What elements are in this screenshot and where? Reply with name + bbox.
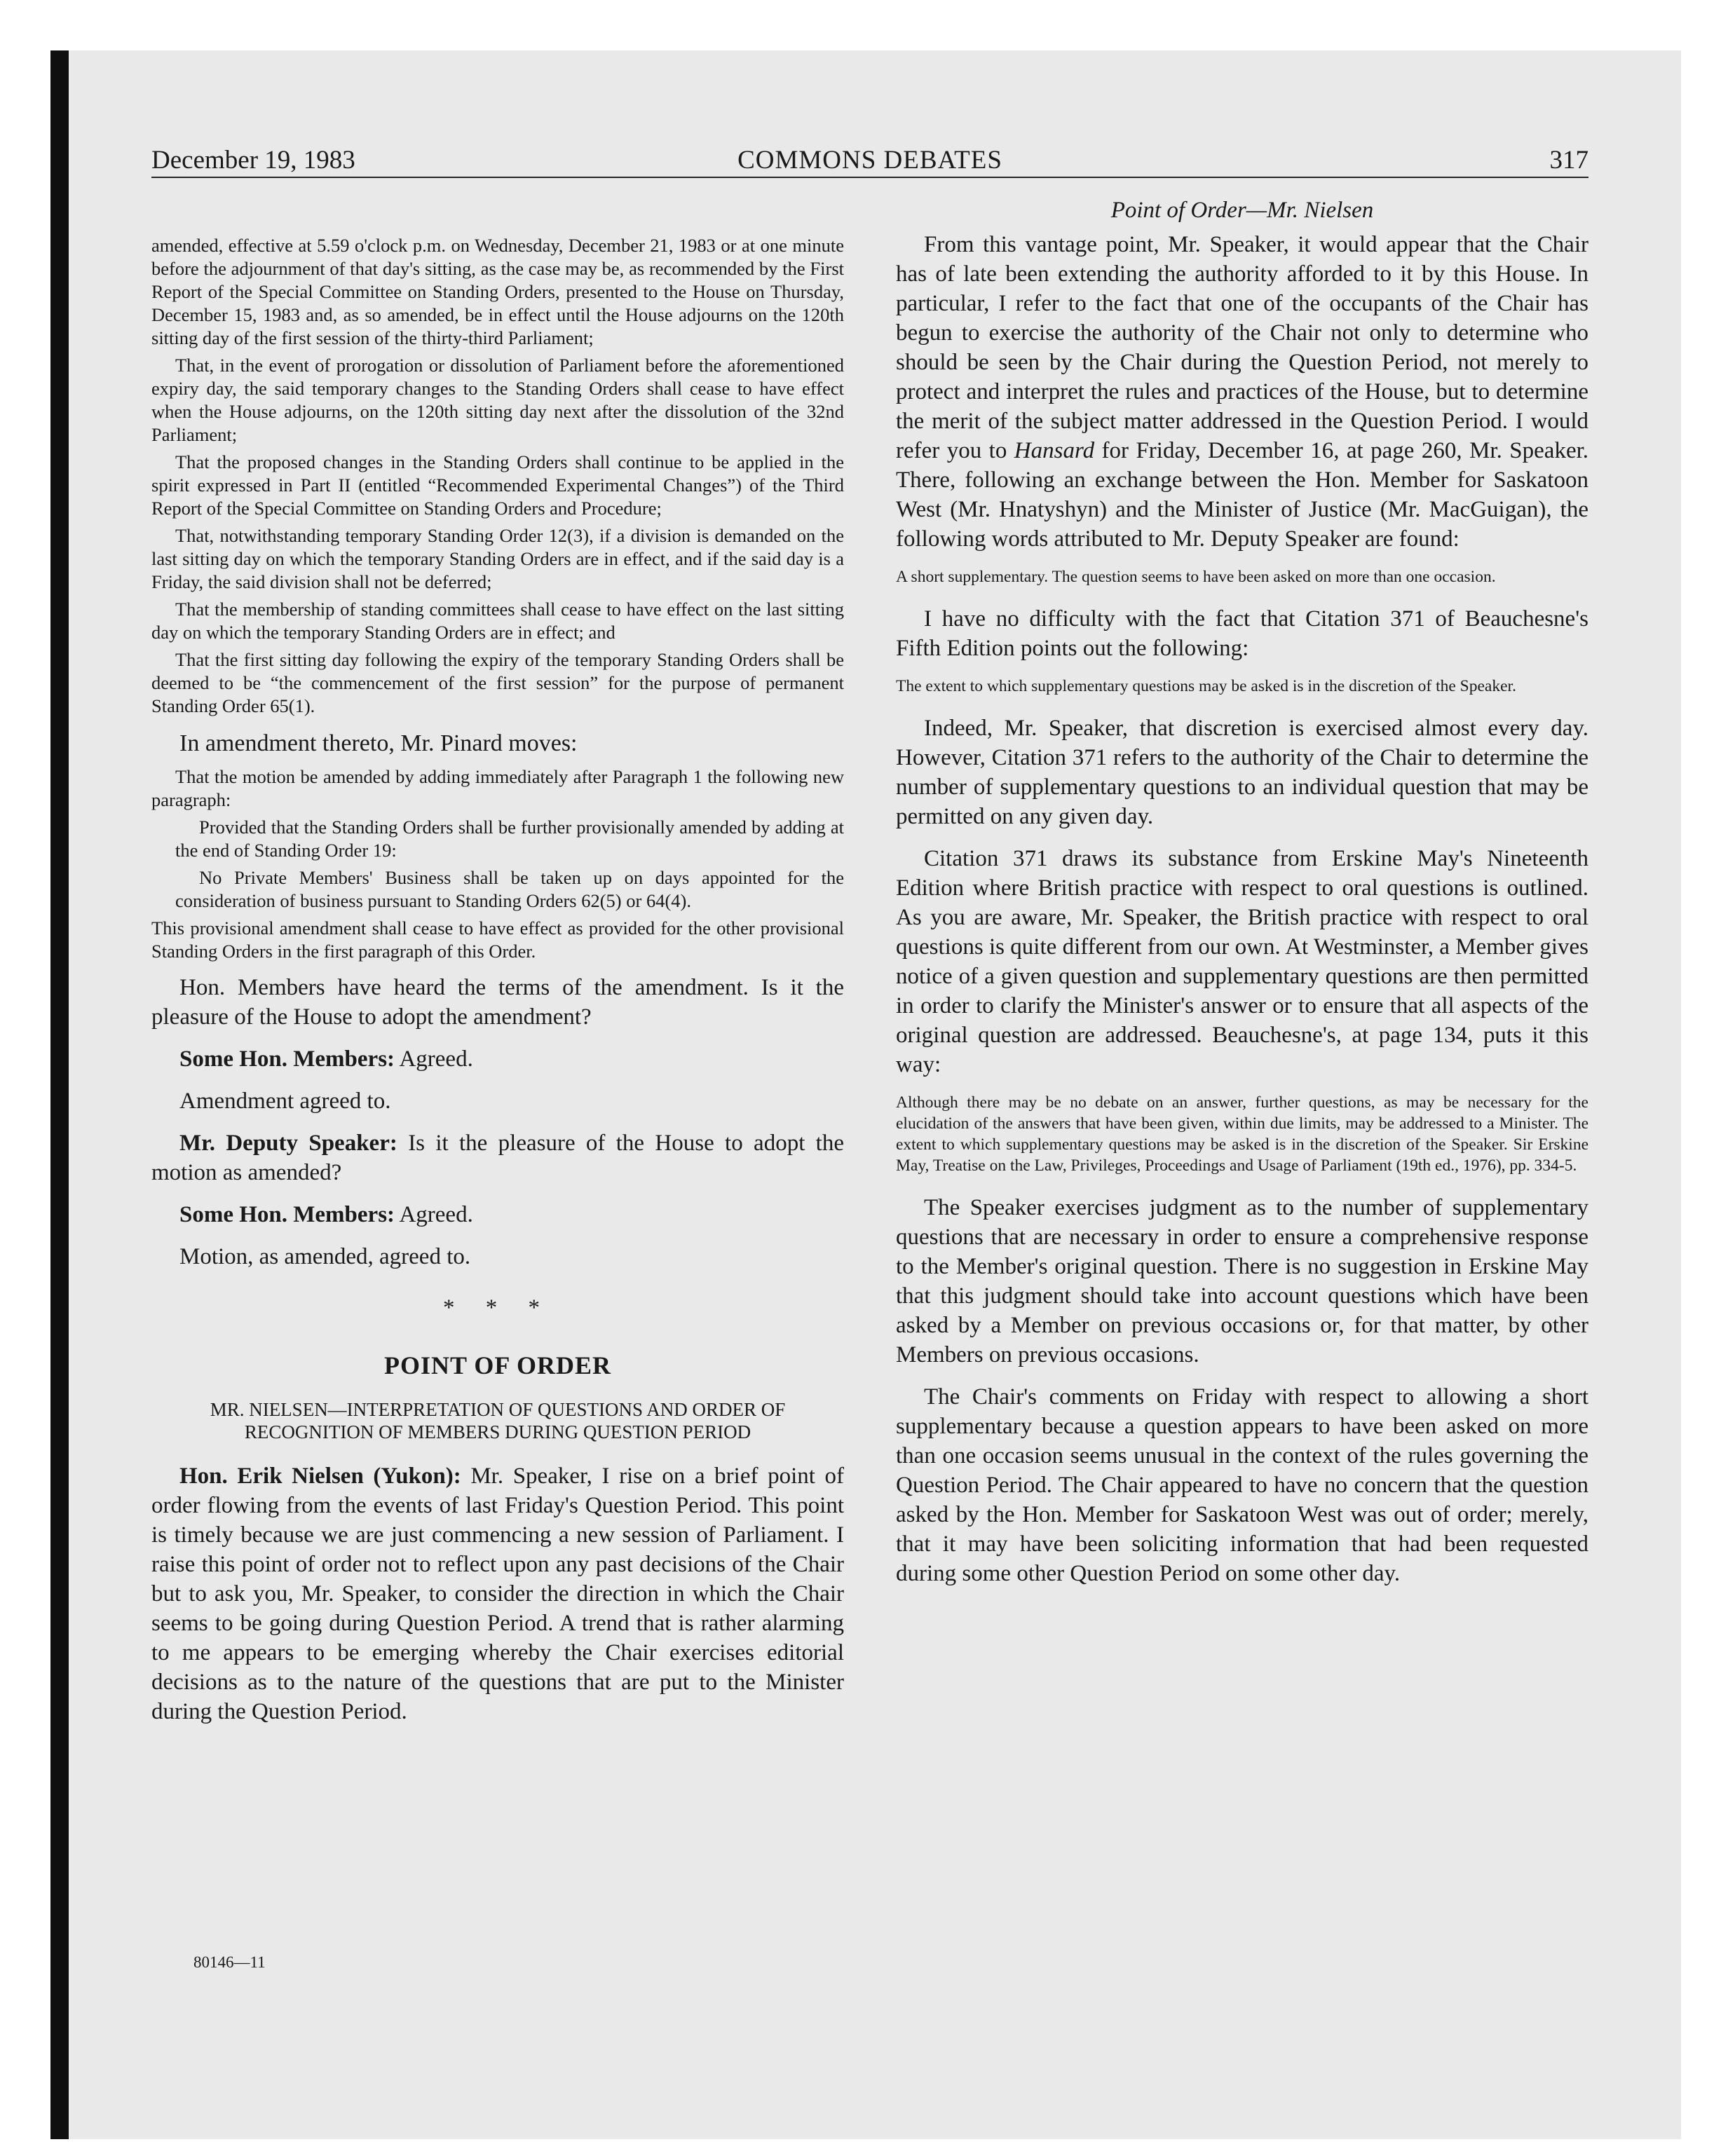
speech-some-members-1 bbox=[151, 1044, 844, 1074]
paragraph: The Speaker exercises judgment as to the number of supplementary questions that are necessary in order to ensure a comprehensive response to the Member's original question. There is no suggestion in Erskine May that this judgment should take into account questions which have been asked by a Member on previous occasions or, for that matter, by other Members on previous occasions. bbox=[896, 1195, 1588, 1367]
section-separator: * * * bbox=[443, 1295, 552, 1321]
paragraph: I have no difficulty with the fact that Citation 371 of Beauchesne's Fifth Edition points out the following: bbox=[896, 606, 1588, 661]
paragraph: The Chair's comments on Friday with respect to allowing a short supplementary because a question appears to have been asked on more than one occasion seems unusual in the context of the rules governing the Question Period. The Chair appeared to have no concern that the question asked by the Hon. Member for Saskatoon West was out of order; merely, that it may have been soliciting information that had been requested during some other Question Period on some other day. bbox=[896, 1384, 1588, 1586]
block-quote: Although there may be no debate on an answer, further questions, as may be necessary for the elucidation of the answers that have been given, within due limits, may be addressed to a Minister. The extent to which supplementary questions may be asked is in the discretion of the Speaker. Sir Erskine May, Treatise on the Law, Privileges, Proceedings and Usage of Parliament (19th ed., 1976), pp. 334-5. bbox=[896, 1093, 1588, 1175]
speech-text: Agreed. bbox=[399, 1046, 473, 1072]
amendment-closing: This provisional amendment shall cease to have effect as provided for the other provisional Standing Orders in the first paragraph of this Order. bbox=[151, 917, 844, 962]
speaker-name: Mr. Deputy Speaker: bbox=[179, 1131, 397, 1156]
motion-paragraph: That the proposed changes in the Standing Orders shall continue to be applied in the spirit expressed in Part II (entitled “Recommended Experimental Changes”) of the Third Report of the Special Committee on Standing Orders and Procedure; bbox=[151, 451, 844, 519]
right-column bbox=[896, 196, 1588, 1601]
hansard-reference: Hansard bbox=[1014, 438, 1095, 463]
page-content bbox=[151, 0, 1588, 2156]
header-date: December 19, 1983 bbox=[151, 146, 355, 175]
paragraph-text: From this vantage point, Mr. Speaker, it would appear that the Chair has of late been extending the authority afforded to it by this House. In particular, I refer to the fact that one of the occupants of the Chair has begun to exercise the authority of the Chair not only to determine who should be seen by the Chair during the Question Period, not merely to protect and interpret the rules and practices of the House, but to determine the merit of the subject matter addressed in the Question Period. I would refer you to bbox=[896, 232, 1588, 463]
motion-paragraph: That, in the event of prorogation or dissolution of Parliament before the aforementioned expiry day, the said temporary changes to the Standing Orders shall cease to have effect when the House adjourns, on the 120th sitting day next after the dissolution of the 32nd Parliament; bbox=[151, 355, 844, 445]
speech-nielsen bbox=[151, 1461, 844, 1726]
speaker-name: Hon. Erik Nielsen (Yukon): bbox=[179, 1464, 461, 1489]
speaker-name: Some Hon. Members: bbox=[179, 1202, 395, 1227]
block-quote: The extent to which supplementary questions may be asked is in the discretion of the Speaker. bbox=[896, 677, 1516, 695]
section-subtitle: MR. NIELSEN—INTERPRETATION OF QUESTIONS AND ORDER OF RECOGNITION OF MEMBERS DURING QUESTION PERIOD bbox=[210, 1399, 786, 1442]
paragraph-text: for Friday, December 16, at page 260, Mr. Speaker. There, following an exchange between the Hon. Member for Saskatoon West (Mr. Hnatyshyn) and the Minister of Justice (Mr. MacGuigan), the following words attributed to Mr. Deputy Speaker are found: bbox=[896, 438, 1589, 552]
paragraph: Citation 371 draws its substance from Erskine May's Nineteenth Edition where British practice with respect to oral questions is outlined. As you are aware, Mr. Speaker, the British practice with respect to oral questions is quite different from our own. At Westminster, a Member gives notice of a given question and supplementary questions are then permitted in order to clarify the Minister's answer or to ensure that all aspects of the original question are addressed. Beauchesne's, at page 134, puts it this way: bbox=[896, 846, 1588, 1077]
motion-agreed: Motion, as amended, agreed to. bbox=[179, 1244, 471, 1269]
speech-some-members-2 bbox=[151, 1200, 844, 1229]
motion-paragraph: That the membership of standing committees shall cease to have effect on the last sitting day on which the temporary Standing Orders are in effect; and bbox=[151, 599, 844, 643]
footer-code: 80146—11 bbox=[193, 1953, 266, 1971]
speech-text: Mr. Speaker, I rise on a brief point of order flowing from the events of last Friday's Question Period. This point is timely because we are just commencing a new session of Parliament. I raise this point of order not to reflect upon any past decisions of the Chair but to ask you, Mr. Speaker, to consider the direction in which the Chair seems to be going during Question Period. A trend that is rather alarming to me appears to be emerging whereby the Chair exercises editorial decisions as to the nature of the questions that are put to the Minister during the Question Period. bbox=[151, 1464, 845, 1724]
amendment-rule: No Private Members' Business shall be taken up on days appointed for the consideration of business pursuant to Standing Orders 62(5) or 64(4). bbox=[175, 867, 844, 911]
motion-paragraph: amended, effective at 5.59 o'clock p.m. on Wednesday, December 21, 1983 or at one minute before the adjournment of that day's sitting, as the case may be, as recommended by the First Report of the Special Committee on Standing Orders, presented to the House on Thursday, December 15, 1983 and, as so amended, be in effect until the House adjourns on the 120th sitting day of the first session of the thirty-third Parliament; bbox=[151, 235, 844, 348]
amendment-agreed: Amendment agreed to. bbox=[179, 1089, 391, 1114]
section-title: POINT OF ORDER bbox=[383, 1351, 612, 1379]
block-quote: A short supplementary. The question seems to have been asked on more than one occasion. bbox=[896, 568, 1496, 586]
scan-edge bbox=[50, 50, 69, 2139]
speech-text: Is it the pleasure of the House to adopt the motion as amended? bbox=[151, 1131, 845, 1185]
paragraph: Indeed, Mr. Speaker, that discretion is exercised almost every day. However, Citation 371 refers to the authority of the Chair to determine the number of supplementary questions to an individual question that may be permitted on any given day. bbox=[896, 716, 1588, 829]
amendment-text: That the motion be amended by adding immediately after Paragraph 1 the following new paragraph: bbox=[151, 766, 844, 810]
header-page-number: 317 bbox=[1549, 146, 1588, 175]
running-header bbox=[151, 144, 1588, 178]
motion-paragraph: That the first sitting day following the expiry of the temporary Standing Orders shall be deemed to be “the commencement of the first session” for the purpose of permanent Standing Order 65(1). bbox=[151, 649, 844, 716]
amendment-intro: In amendment thereto, Mr. Pinard moves: bbox=[179, 730, 578, 756]
motion-paragraph: That, notwithstanding temporary Standing Order 12(3), if a division is demanded on the last sitting day on which the temporary Standing Orders are in effect, and if the said day is a Friday, the said division shall not be deferred; bbox=[151, 525, 844, 592]
speech-deputy-speaker bbox=[151, 1128, 844, 1187]
speech-text: Agreed. bbox=[399, 1202, 473, 1227]
column-heading: Point of Order—Mr. Nielsen bbox=[1110, 198, 1374, 223]
question-put: Hon. Members have heard the terms of the amendment. Is it the pleasure of the House to adopt the amendment? bbox=[151, 975, 844, 1030]
speaker-name: Some Hon. Members: bbox=[179, 1046, 395, 1072]
left-column bbox=[151, 196, 844, 1739]
header-publication: COMMONS DEBATES bbox=[737, 146, 1002, 175]
amendment-proviso: Provided that the Standing Orders shall be further provisionally amended by adding at the end of Standing Order 19: bbox=[175, 817, 844, 861]
paragraph bbox=[896, 230, 1588, 554]
